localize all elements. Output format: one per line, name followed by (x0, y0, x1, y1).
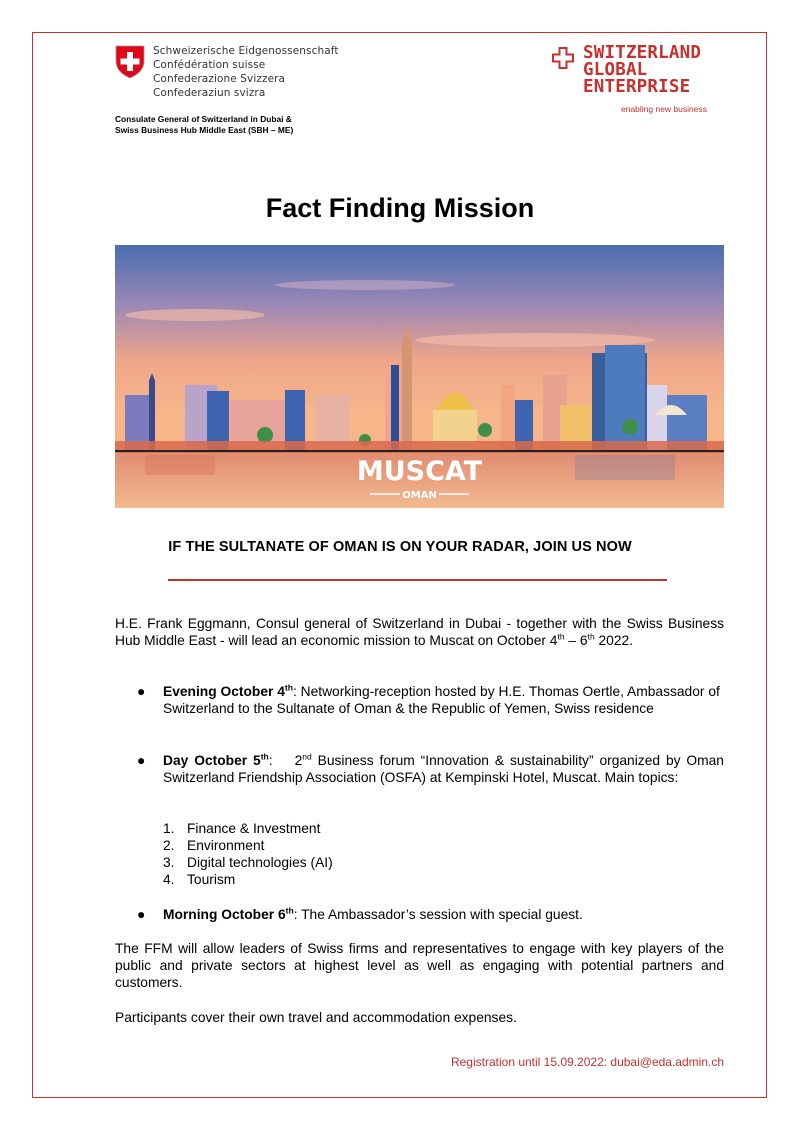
sge-line-1: SWITZERLAND (583, 43, 702, 63)
agenda-label: Day October 5 (163, 753, 261, 768)
agenda-separator: : (268, 753, 273, 768)
bullet-icon: ● (137, 753, 146, 768)
intro-text-2: – 6 (564, 633, 588, 648)
topic-item: 2. Environment (163, 838, 265, 853)
sge-tagline: enabling new business (620, 104, 707, 114)
agenda-label-sup: th (260, 751, 269, 762)
page-border (32, 32, 767, 1098)
sge-line-3: ENTERPRISE (583, 77, 691, 97)
agenda-item-day (137, 751, 724, 786)
intro-sup-2: th (587, 631, 595, 642)
swiss-shield-icon (115, 45, 145, 79)
agenda-label-sup: th (285, 905, 294, 916)
agenda-label-sup: th (284, 682, 293, 693)
topic-item: 3. Digital technologies (AI) (163, 855, 333, 870)
headline-divider (168, 579, 667, 581)
agenda-item-evening (137, 682, 724, 717)
intro-paragraph (115, 615, 724, 649)
ffm-paragraph: The FFM will allow leaders of Swiss firms and representatives to engage with key players of the public and private sectors at highest level as well as engaging with potential partners and customers. (115, 941, 724, 990)
banner-city: MUSCAT (356, 456, 483, 487)
sge-line-2: GLOBAL (583, 60, 648, 80)
agenda-label: Morning October 6 (163, 907, 286, 922)
agenda-text: : Networking-reception hosted by H.E. Thomas Oertle, Ambassador of Switzerland to the Sultanate of Oman & the Republic of Yemen, Swiss residence (163, 684, 720, 716)
agenda-text: Business forum “Innovation & sustainability” organized by Oman Switzerland Friendship Association (OSFA) at Kempinski Hotel, Muscat. Main topics: (163, 753, 724, 785)
agenda-text: : The Ambassador’s session with special guest. (293, 907, 583, 922)
federal-name-fr: Confédération suisse (153, 59, 266, 71)
consulate-name (115, 114, 293, 136)
federal-name-rm: Confederaziun svizra (153, 87, 266, 99)
sge-logo (552, 45, 727, 117)
federal-name-it: Confederazione Svizzera (153, 73, 286, 85)
bullet-icon: ● (137, 907, 146, 922)
topic-label: Environment (187, 838, 265, 853)
topic-label: Digital technologies (AI) (187, 855, 333, 870)
topic-label: Finance & Investment (187, 821, 321, 836)
intro-text-1: H.E. Frank Eggmann, Consul general of Switzerland in Dubai - together with the Swiss Business Hub Middle East - will lead an economic mission to Muscat on October 4 (115, 616, 724, 648)
banner-country: OMAN (402, 490, 437, 501)
costs-paragraph: Participants cover their own travel and accommodation expenses. (115, 1010, 517, 1025)
topic-item: 4. Tourism (163, 872, 236, 887)
intro-text-3: 2022. (594, 633, 634, 648)
federal-name-de: Schweizerische Eidgenossenschaft (153, 45, 339, 57)
agenda-forum-sup: nd (302, 751, 312, 762)
consulate-line-1: Consulate General of Switzerland in Dubai & (115, 114, 292, 124)
agenda-label: Evening October 4 (163, 684, 285, 699)
intro-sup-1: th (557, 631, 565, 642)
page-title: Fact Finding Mission (265, 193, 535, 223)
agenda-item-morning (137, 905, 724, 923)
registration-note: Registration until 15.09.2022: dubai@eda.admin.ch (450, 1055, 724, 1069)
topic-item: 1. Finance & Investment (163, 821, 321, 836)
federal-names (153, 44, 339, 100)
agenda-forum-number: 2 (294, 753, 303, 768)
topic-label: Tourism (187, 872, 236, 887)
bullet-icon: ● (137, 684, 146, 699)
headline: IF THE SULTANATE OF OMAN IS ON YOUR RADAR, JOIN US NOW (168, 539, 632, 555)
consulate-line-2: Swiss Business Hub Middle East (SBH – ME) (115, 125, 294, 135)
muscat-skyline-banner (115, 245, 724, 508)
swiss-cross-outline-icon (552, 47, 574, 69)
